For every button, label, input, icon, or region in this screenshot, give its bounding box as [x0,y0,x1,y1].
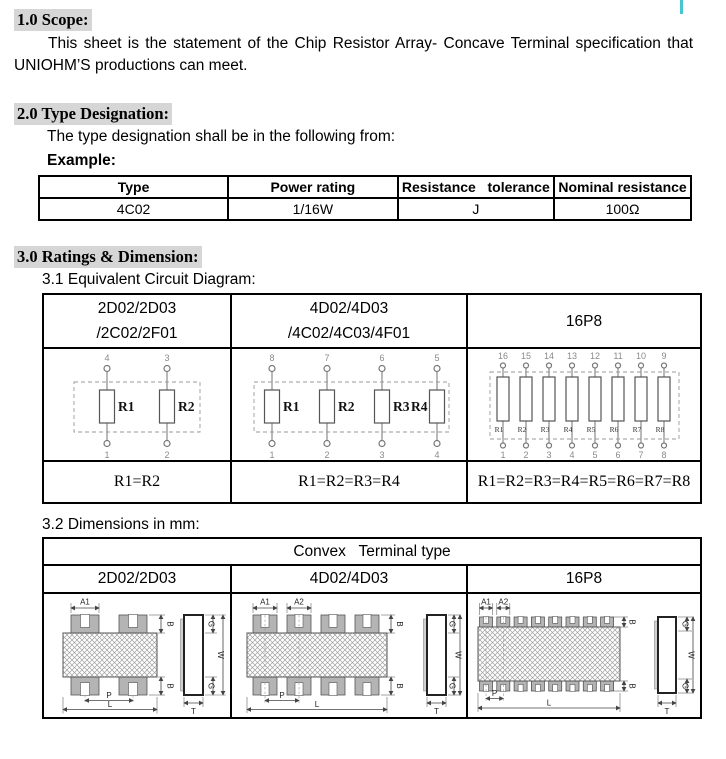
resistor-label: R3 [392,398,409,414]
dim-col1-title: 2D02/2D03 [43,565,231,593]
resistor-symbol [264,390,279,423]
resistor-symbol [100,390,115,423]
dim-label-G: G [206,620,216,627]
resistor-symbol [543,377,555,421]
drawing-cell-4d02 [231,593,467,718]
dimensions-drawing-row [43,593,701,718]
resistor-symbol [635,377,647,421]
resistor-label: R1 [494,424,503,434]
dim-label-W: W [453,650,463,659]
equation-2resistor: R1=R2 [43,461,231,503]
circuit-cell-2resistor [43,348,231,461]
circuit-col1-title [43,294,231,348]
value-power-rating: 1/16W [228,198,398,220]
circuit-col2-title-line1: 4D02/4D03 [309,300,389,317]
circuit-diagram-2resistor [52,351,222,459]
pin-number: 7 [637,449,644,459]
circuit-section-title: 3.1 Equivalent Circuit Diagram: [42,271,256,288]
dim-label-A2: A2 [294,597,304,606]
type-designation-heading: 2.0 Type Designation: [14,103,172,125]
value-type: 4C02 [39,198,228,220]
dim-label-W: W [216,650,225,659]
resistor-symbol [520,377,532,421]
resistor-label: R8 [655,424,664,434]
ratings-heading: 3.0 Ratings & Dimension: [14,246,202,268]
dim-col2-title: 4D02/4D03 [231,565,467,593]
circuit-col1-title-line1: 2D02/2D03 [97,300,177,317]
pin-number: 2 [323,449,330,459]
pin-number: 3 [545,449,552,459]
circuit-col2-title [231,294,467,348]
package-drawing-2d02 [47,595,227,717]
dim-label-B: B [627,618,637,625]
equation-4resistor: R1=R2=R3=R4 [231,461,467,503]
circuit-cell-4resistor [231,348,467,461]
dim-label-G: G [680,682,690,689]
equivalent-circuit-table [42,293,702,504]
resistor-label: R5 [586,424,595,434]
package-drawing-16p8 [470,595,698,717]
pin-number: 8 [268,352,275,363]
scope-paragraph: This sheet is the statement of the Chip Resistor Array- Concave Terminal specification that UNIOHM’S productions can meet. [14,35,693,74]
example-label: Example: [47,152,116,169]
pin-number: 1 [268,449,275,459]
dimensions-table-title-row [43,538,701,565]
value-nominal-resistance: 100Ω [554,198,691,220]
pin-number: 4 [104,352,110,363]
circuit-diagram-4resistor [242,351,457,459]
side-view [655,617,677,693]
header-nominal-resistance: Nominal resistance [554,176,691,198]
resistor-label: R7 [632,424,641,434]
pin-number: 9 [660,350,667,361]
resistor-symbol [612,377,624,421]
dim-label-G: G [206,682,216,689]
equation-8resistor: R1=R2=R3=R4=R5=R6=R7=R8 [467,461,701,503]
dimensions-table [42,537,702,719]
pin-number: 7 [323,352,330,363]
resistor-label: R1 [118,398,135,414]
resistor-symbol [374,390,389,423]
header-resistance-tolerance: Resistance tolerance [398,176,554,198]
table-value-row [39,198,691,220]
pin-number: 13 [566,350,577,361]
resistor-label: R3 [540,424,549,434]
value-resistance-tolerance: J [398,198,554,220]
dim-label-P: P [279,690,285,700]
resistor-symbol [319,390,334,423]
dim-label-G: G [447,682,457,689]
dim-label-B: B [395,620,404,627]
pin-number: 3 [378,449,385,459]
dim-label-B: B [165,682,175,689]
pin-number: 6 [378,352,385,363]
pin-number: 4 [433,449,440,459]
pin-number: 12 [589,350,600,361]
side-view [181,615,204,695]
pin-number: 3 [164,352,170,363]
resistor-label: R4 [563,424,572,434]
circuit-equation-row [43,461,701,503]
pin-number: 8 [660,449,667,459]
dim-label-T: T [664,706,670,716]
dim-label-A1: A1 [481,597,491,606]
drawing-cell-2d02 [43,593,231,718]
dim-label-P: P [491,688,498,698]
dim-col3-title: 16P8 [467,565,701,593]
dim-label-A1: A1 [260,597,270,606]
dimensions-table-title: Convex Terminal type [43,538,701,565]
pin-number: 16 [497,350,508,361]
resistor-label: R2 [178,398,195,414]
resistor-label: R2 [517,424,526,434]
pin-number: 1 [104,449,110,459]
pin-number: 2 [522,449,529,459]
dim-label-L: L [107,699,113,709]
pin-number: 5 [591,449,598,459]
resistor-label: R4 [410,398,427,414]
type-designation-table [38,175,692,221]
dimensions-column-header-row [43,565,701,593]
resistor-label: R1 [282,398,299,414]
pin-number: 15 [520,350,531,361]
dim-label-A2: A2 [498,597,509,606]
text-cursor-mark [680,0,683,14]
package-drawing-4d02 [235,595,463,717]
resistor-symbol [429,390,444,423]
dim-label-B: B [165,620,175,627]
drawing-cell-16p8 [467,593,701,718]
dim-label-L: L [314,699,320,709]
dim-label-A1: A1 [80,597,90,606]
resistor-symbol [658,377,670,421]
circuit-col3-title-line1: 16P8 [565,312,603,330]
circuit-title-row [43,294,701,348]
dim-label-W: W [686,650,696,659]
circuit-diagram-row [43,348,701,461]
dim-label-B: B [627,682,637,689]
pin-number: 10 [635,350,646,361]
pin-number: 2 [164,449,170,459]
table-header-row [39,176,691,198]
resistor-symbol [160,390,175,423]
resistor-symbol [497,377,509,421]
dim-label-B: B [395,682,404,689]
circuit-diagram-8resistor [477,351,692,459]
dim-label-G: G [447,620,457,627]
dim-label-P: P [106,690,112,700]
circuit-cell-8resistor [467,348,701,461]
circuit-col2-title-line2: /4C02/4C03/4F01 [287,325,411,342]
pin-number: 6 [614,449,621,459]
dim-label-T: T [434,706,439,716]
top-view [63,614,157,695]
pin-number: 4 [568,449,575,459]
top-view [247,614,387,703]
resistor-label: R2 [337,398,354,414]
resistor-symbol [589,377,601,421]
header-power-rating: Power rating [228,176,398,198]
pin-number: 11 [612,350,623,361]
dim-label-G: G [680,620,690,627]
dim-label-L: L [546,698,552,707]
dim-label-T: T [191,706,196,716]
resistor-label: R6 [609,424,618,434]
resistor-symbol [566,377,578,421]
circuit-col1-title-line2: /2C02/2F01 [96,325,178,342]
dimension-section-title: 3.2 Dimensions in mm: [42,516,200,533]
scope-heading: 1.0 Scope: [14,9,92,31]
top-view [478,616,620,701]
header-type: Type [39,176,228,198]
circuit-col3-title [467,294,701,348]
pin-number: 5 [433,352,440,363]
pin-number: 14 [543,350,554,361]
type-designation-intro: The type designation shall be in the following from: [47,128,396,145]
pin-number: 1 [499,449,506,459]
side-view [424,615,447,695]
